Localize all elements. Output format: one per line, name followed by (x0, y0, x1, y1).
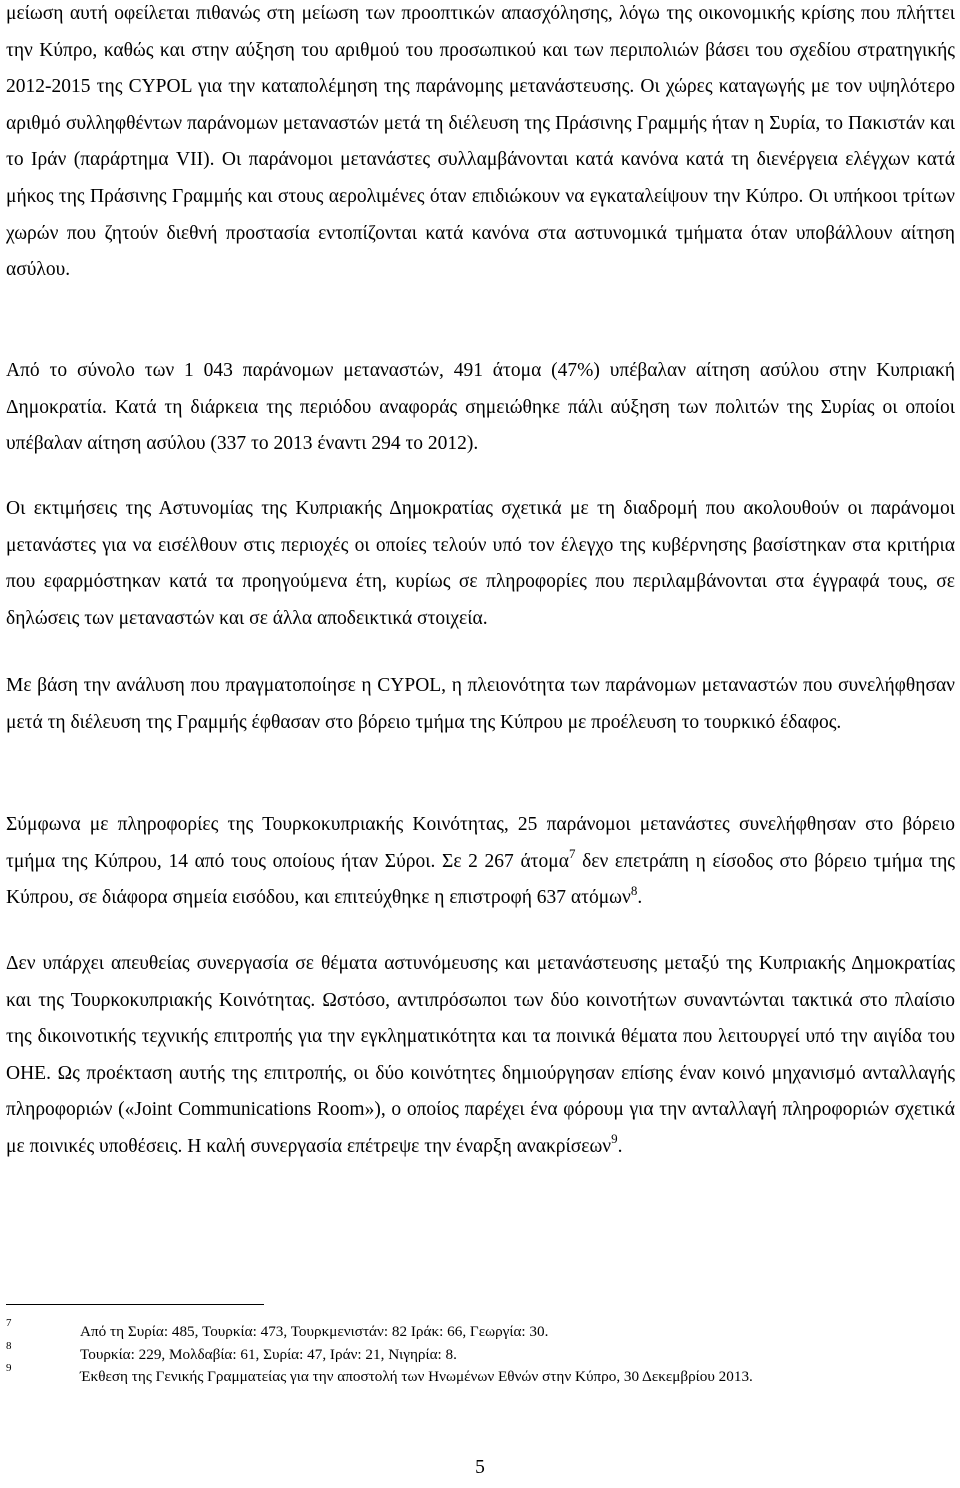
footnote-number: 9 (6, 1362, 12, 1374)
paragraph-1: μείωση αυτή οφείλεται πιθανώς στη μείωση των προοπτικών απασχόλησης, λόγω της οικονομικής κρίσης που πλήττει την Κύπρο, καθώς και στην αύξηση του αριθμού του προσωπικού και των περιπολιών βάσει του σχεδίου στρατηγικής 2012-2015 της CYPOL για την καταπολέμηση της παράνομης μετανάστευσης. Οι χώρες καταγωγής με τον υψηλότερο αριθμό συλληφθέντων παράνομων μεταναστών μετά τη διέλευση της Πράσινης Γραμμής ήταν η Συρία, το Πακιστάν και το Ιράν (παράρτημα VII). Οι παράνομοι μετανάστες συλλαμβάνονται κατά κανόνα κατά τη διενέργεια ελέγχων κατά μήκος της Πράσινης Γραμμής και στους αερολιμένες όταν επιδιώκουν να εγκαταλείψουν την Κύπρο. Οι υπήκοοι τρίτων χωρών που ζητούν διεθνή προστασία εντοπίζονται κατά κανόνα στα αστυνομικά τμήματα όταν υποβάλλουν αίτηση ασύλου. (6, 3, 955, 281)
paragraph-6 (6, 946, 955, 1166)
footnote-9 (6, 1362, 955, 1389)
paragraph-6-text-b: . (617, 1135, 623, 1157)
footnote-text: Τουρκία: 229, Μολδαβία: 61, Συρία: 47, Ιράν: 21, Νιγηρία: 8. (80, 1345, 457, 1363)
footnote-text: Έκθεση της Γενικής Γραμματείας για την αποστολή των Ηνωμένων Εθνών στην Κύπρο, 30 Δεκεμβρίου 2013. (80, 1368, 753, 1385)
paragraph-4: Με βάση την ανάλυση που πραγματοποίησε η CYPOL, η πλειονότητα των παράνομων μεταναστών που συνελήφθησαν μετά τη διέλευση της Γραμμής έφθασαν στο βόρειο τμήμα της Κύπρου με προέλευση το τουρκικό έδαφος. (6, 675, 955, 733)
footnote-number: 7 (6, 1317, 12, 1329)
paragraph-6-text-a: Δεν υπάρχει απευθείας συνεργασία σε θέματα αστυνόμευσης και μετανάστευσης μεταξύ της Κυπριακής Δημοκρατίας και της Τουρκοκυπριακής Κοινότητας. Ωστόσο, αντιπρόσωποι των δύο κοινοτήτων συναντώνται τακτικά στο πλαίσιο της δικοινοτικής τεχνικής επιτροπής για την εγκληματικότητα και τα ποινικά θέματα που λειτουργεί υπό την αιγίδα του ΟΗΕ. Ως προέκταση αυτής της επιτροπής, οι δύο κοινότητες δημιούργησαν επίσης έναν κοινό μηχανισμό ανταλλαγής πληροφοριών («Joint Communications Room»), ο οποίος παρέχει ένα φόρουμ για την ανταλλαγή πληροφοριών σχετικά με ποινικές υποθέσεις. Η καλή συνεργασία επέτρεψε την έναρξη ανακρίσεων (6, 953, 955, 1157)
footnote-8 (6, 1339, 955, 1367)
paragraph-5-text-a: Σύμφωνα με πληροφορίες της Τουρκοκυπριακής Κοινότητας, 25 παράνομοι μετανάστες συνελήφθησαν στο βόρειο τμήμα της Κύπρου, 14 από τους οποίους ήταν Σύροι. Σε 2 267 άτομα (6, 814, 955, 872)
paragraph-3: Οι εκτιμήσεις της Αστυνομίας της Κυπριακής Δημοκρατίας σχετικά με τη διαδρομή που ακολουθούν οι παράνομοι μετανάστες για να εισέλθουν στις περιοχές οι οποίες τελούν υπό τον έλεγχο της κυβέρνησης βασίστηκαν στα κριτήρια που εφαρμόστηκαν κατά τα προηγούμενα έτη, κυρίως σε πληροφορίες που περιλαμβάνονται στα έγγραφά τους, σε δηλώσεις των μεταναστών και σε άλλα αποδεικτικά στοιχεία. (6, 498, 955, 629)
footnote-ref-9[interactable]: 9 (611, 1131, 618, 1147)
footnote-7 (6, 1317, 955, 1344)
paragraph-2: Από το σύνολο των 1 043 παράνομων μεταναστών, 491 άτομα (47%) υπέβαλαν αίτηση ασύλου στην Κυπριακή Δημοκρατία. Κατά τη διάρκεια της περιόδου αναφοράς σημειώθηκε πάλι αύξηση των πολιτών της Συρίας οι οποίοι υπέβαλαν αίτηση ασύλου (337 το 2013 έναντι 294 το 2012). (6, 360, 955, 455)
footnote-text: Από τη Συρία: 485, Τουρκία: 473, Τουρκμενιστάν: 82 Ιράκ: 66, Γεωργία: 30. (80, 1323, 549, 1340)
footnote-number: 8 (6, 1339, 12, 1352)
paragraph-5 (6, 807, 955, 917)
footnote-ref-7[interactable]: 7 (568, 846, 576, 862)
footnotes (6, 1317, 955, 1389)
page-number: 5 (475, 1457, 485, 1478)
footnote-separator (6, 1304, 264, 1305)
footnote-ref-8[interactable]: 8 (630, 882, 638, 898)
paragraph-5-text-b: δεν επετράπη η είσοδος στο βόρειο τμήμα της Κύπρου, σε διάφορα σημεία εισόδου, και επιτεύχθηκε η επιστροφή 637 ατόμων (6, 850, 955, 909)
paragraph-5-text-c: . (637, 887, 643, 909)
